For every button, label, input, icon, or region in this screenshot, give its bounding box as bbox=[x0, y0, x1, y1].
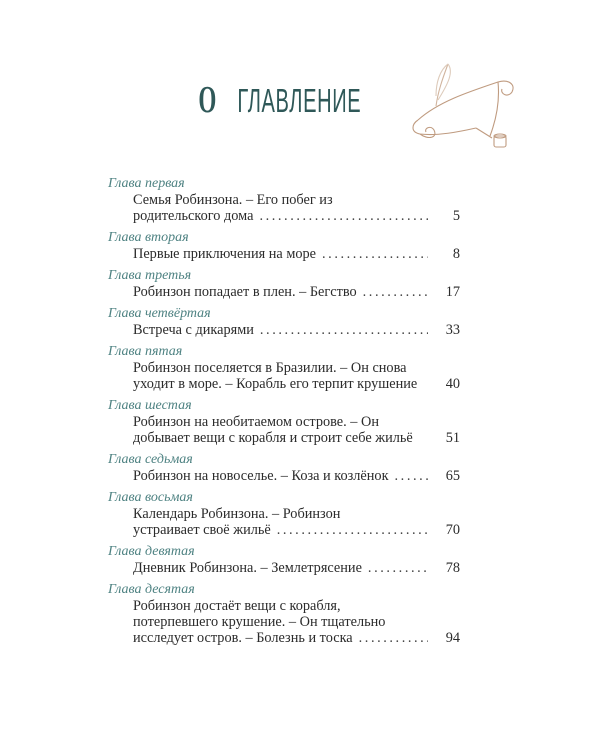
chapter-title-text: уходит в море. – Корабль его терпит крушение bbox=[133, 376, 418, 392]
chapter-heading: Глава шестая bbox=[108, 398, 192, 413]
page-number: 78 bbox=[445, 560, 460, 576]
toc-entry[interactable] bbox=[108, 344, 460, 392]
chapter-heading: Глава четвёртая bbox=[108, 306, 211, 321]
chapter-title-text: исследует остров. – Болезнь и тоска bbox=[133, 630, 353, 646]
chapter-title-line bbox=[133, 246, 460, 262]
dot-leader bbox=[363, 284, 428, 300]
chapter-title-line bbox=[133, 414, 460, 430]
page-number: 70 bbox=[445, 522, 460, 538]
toc-entry[interactable] bbox=[108, 268, 460, 300]
chapter-title-line bbox=[133, 598, 460, 614]
chapter-title-line bbox=[133, 468, 460, 484]
page-number: 94 bbox=[445, 630, 460, 646]
chapter-heading: Глава девятая bbox=[108, 544, 195, 559]
page-number: 8 bbox=[452, 246, 460, 262]
chapter-title-line bbox=[133, 522, 460, 538]
chapter-title-line bbox=[133, 360, 460, 376]
chapter-title-line bbox=[133, 430, 460, 446]
chapter-title-text: Робинзон на необитаемом острове. – Он bbox=[133, 414, 379, 430]
dot-leader bbox=[277, 522, 428, 538]
chapter-title-text: Дневник Робинзона. – Землетрясение bbox=[133, 560, 362, 576]
page-number: 65 bbox=[445, 468, 460, 484]
toc-entry[interactable] bbox=[108, 544, 460, 576]
chapter-heading: Глава пятая bbox=[108, 344, 183, 359]
page-number: 40 bbox=[445, 376, 460, 392]
toc-entry[interactable] bbox=[108, 398, 460, 446]
chapter-heading: Глава восьмая bbox=[108, 490, 193, 505]
page-number: 33 bbox=[445, 322, 460, 338]
chapter-title-text: родительского дома bbox=[133, 208, 254, 224]
chapter-heading: Глава первая bbox=[108, 176, 185, 191]
title-initial: О bbox=[198, 79, 218, 121]
dot-leader bbox=[395, 468, 428, 484]
toc-entry[interactable] bbox=[108, 176, 460, 224]
chapter-heading: Глава вторая bbox=[108, 230, 189, 245]
chapter-title-text: устраивает своё жильё bbox=[133, 522, 271, 538]
chapter-title-text: добывает вещи с корабля и строит себе жильё bbox=[133, 430, 413, 446]
chapter-title-text: Первые приключения на море bbox=[133, 246, 317, 262]
chapter-title-line bbox=[133, 284, 460, 300]
chapter-title-line bbox=[133, 614, 460, 630]
chapter-title-line bbox=[133, 322, 460, 338]
page-number: 17 bbox=[445, 284, 460, 300]
chapter-title-line bbox=[133, 192, 460, 208]
dot-leader bbox=[260, 322, 428, 338]
dot-leader bbox=[368, 560, 428, 576]
page-number: 5 bbox=[452, 208, 460, 224]
chapter-title-text: потерпевшего крушение. – Он тщательно bbox=[133, 614, 386, 630]
chapter-title-line bbox=[133, 560, 460, 576]
toc-entry[interactable] bbox=[108, 452, 460, 484]
dot-leader bbox=[259, 208, 428, 224]
chapter-title-text: Семья Робинзона. – Его побег из bbox=[133, 192, 333, 208]
dot-leader bbox=[359, 630, 428, 646]
spacer bbox=[413, 430, 434, 446]
toc-entry[interactable] bbox=[108, 490, 460, 538]
scroll-quill-inkwell-icon bbox=[398, 62, 523, 154]
chapter-heading: Глава десятая bbox=[108, 582, 195, 597]
chapter-heading: Глава третья bbox=[108, 268, 192, 283]
table-of-contents bbox=[108, 176, 460, 652]
spacer bbox=[417, 376, 434, 392]
toc-entry[interactable] bbox=[108, 230, 460, 262]
chapter-title-text: Робинзон поселяется в Бразилии. – Он снова bbox=[133, 360, 407, 376]
chapter-title-line bbox=[133, 630, 460, 646]
page-number: 51 bbox=[445, 430, 460, 446]
chapter-title-text: Робинзон на новоселье. – Коза и козлёнок bbox=[133, 468, 389, 484]
chapter-title-text: Календарь Робинзона. – Робинзон bbox=[133, 506, 341, 522]
title-rest: ГЛАВЛЕНИЕ bbox=[237, 82, 362, 119]
toc-entry[interactable] bbox=[108, 306, 460, 338]
toc-entry[interactable] bbox=[108, 582, 460, 646]
dot-leader bbox=[322, 246, 428, 262]
chapter-heading: Глава седьмая bbox=[108, 452, 193, 467]
chapter-title-line bbox=[133, 506, 460, 522]
chapter-title-line bbox=[133, 376, 460, 392]
chapter-title-text: Робинзон достаёт вещи с корабля, bbox=[133, 598, 341, 614]
chapter-title-text: Робинзон попадает в плен. – Бегство bbox=[133, 284, 357, 300]
chapter-title-text: Встреча с дикарями bbox=[133, 322, 254, 338]
chapter-title-line bbox=[133, 208, 460, 224]
